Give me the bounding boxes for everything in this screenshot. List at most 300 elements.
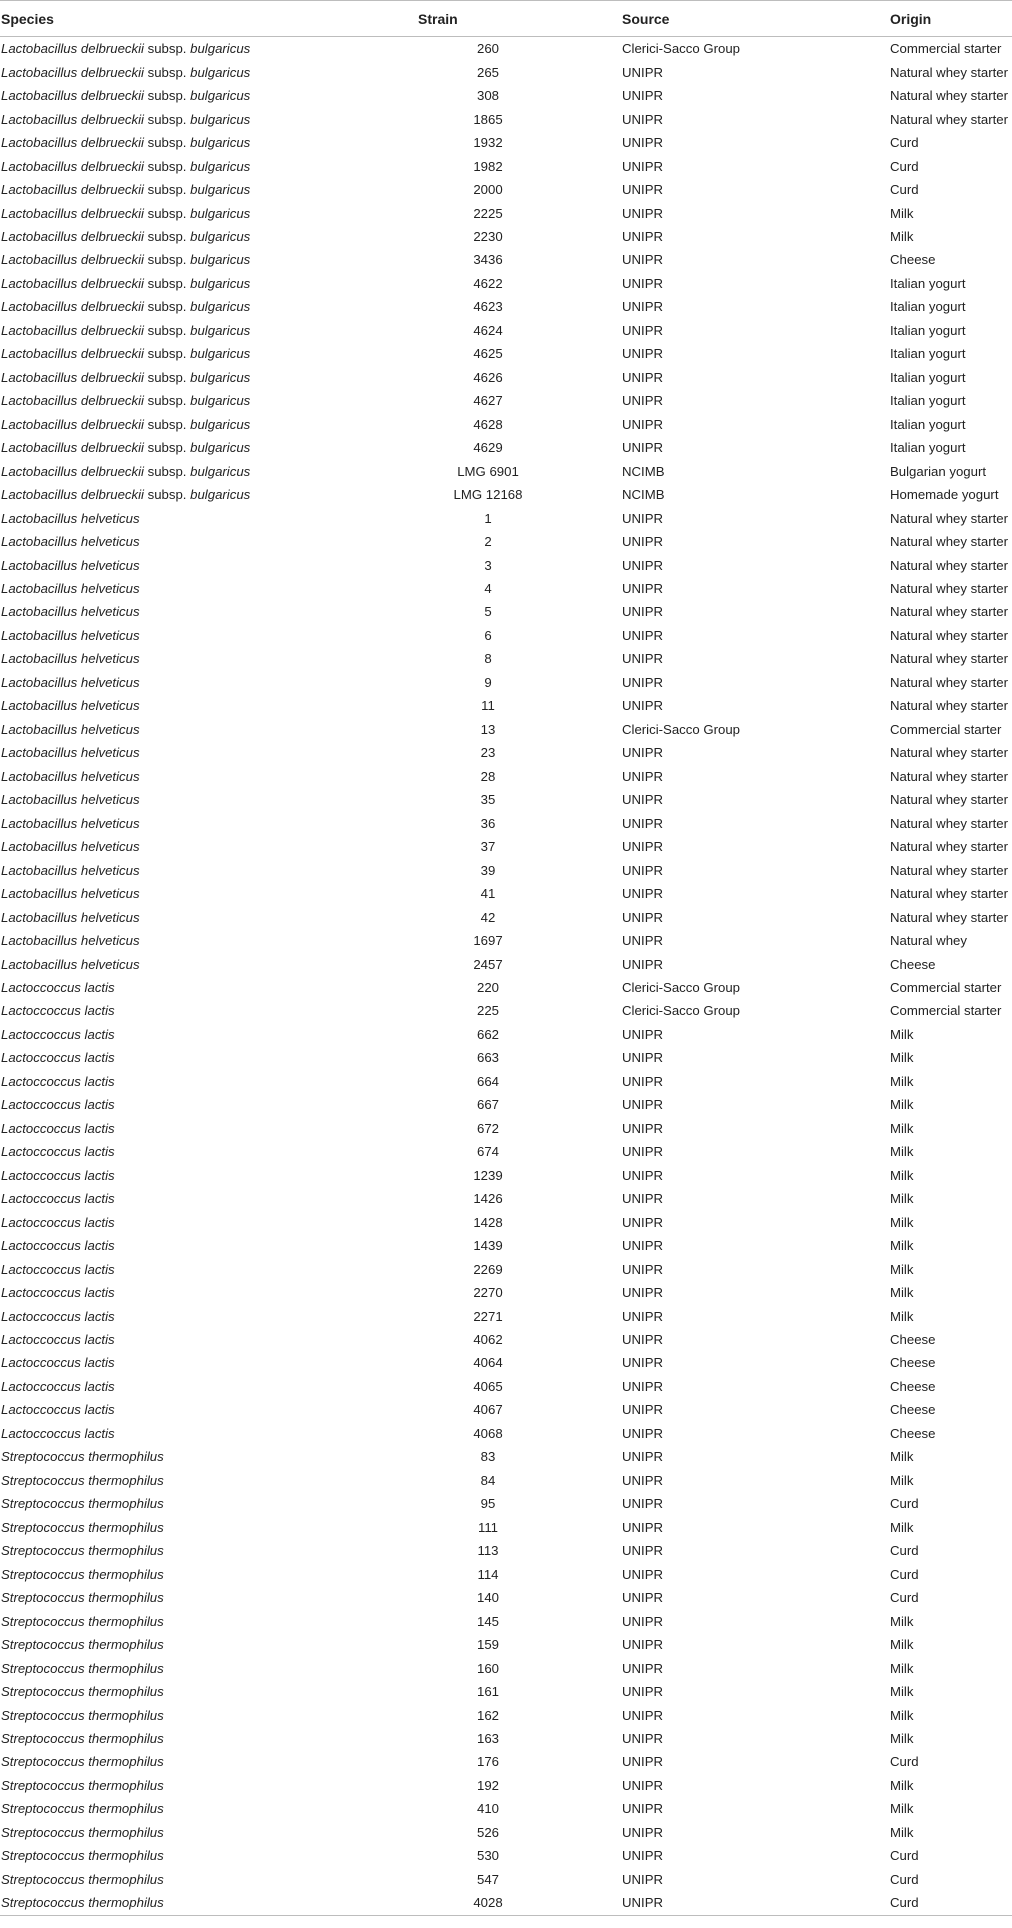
strain-cell: 663	[476, 1050, 499, 1066]
table-row	[0, 1445, 1012, 1468]
strain-cell: 5	[484, 604, 492, 620]
species-name: Lactobacillus delbrueckii	[1, 322, 144, 338]
species-name: Lactobacillus delbrueckii	[1, 228, 144, 244]
species-name: Lactoccoccus lactis	[1, 1003, 115, 1019]
origin-cell: Natural whey starter	[890, 581, 1008, 597]
strain-cell: 114	[477, 1566, 499, 1582]
table-row	[0, 1656, 1012, 1679]
table-row	[0, 1375, 1012, 1398]
subspecies-name: bulgaricus	[190, 299, 251, 315]
species-cell	[0, 1539, 414, 1562]
species-cell	[0, 272, 414, 295]
table-row	[0, 1164, 1012, 1187]
species-cell	[0, 506, 414, 529]
species-name: Lactoccoccus lactis	[1, 1425, 115, 1441]
source-cell: UNIPR	[622, 886, 664, 902]
table-row	[0, 201, 1012, 224]
origin-cell: Italian yogurt	[890, 275, 966, 291]
species-header: Species	[0, 1, 414, 37]
strain-cell: 2269	[473, 1261, 503, 1277]
subspecies-abbrev: subsp.	[143, 111, 191, 127]
species-name: Lactobacillus delbrueckii	[1, 369, 144, 385]
table-row	[0, 1046, 1012, 1069]
strain-cell: 84	[480, 1472, 496, 1488]
strain-cell: 160	[476, 1660, 499, 1676]
source-cell: UNIPR	[622, 158, 664, 174]
species-cell	[0, 882, 414, 905]
subspecies-name: bulgaricus	[190, 252, 251, 268]
subspecies-name: bulgaricus	[190, 88, 251, 104]
table-row	[0, 342, 1012, 365]
species-cell	[0, 1774, 414, 1797]
species-cell	[0, 1046, 414, 1069]
table-row	[0, 553, 1012, 576]
subspecies-name: bulgaricus	[190, 111, 251, 127]
origin-cell: Italian yogurt	[890, 299, 966, 315]
species-name: Streptococcus thermophilus	[1, 1801, 164, 1817]
table-row	[0, 929, 1012, 952]
table-row	[0, 718, 1012, 741]
species-cell	[0, 1633, 414, 1656]
source-cell: UNIPR	[622, 440, 664, 456]
subspecies-name: bulgaricus	[190, 487, 251, 503]
species-name: Lactoccoccus lactis	[1, 1332, 115, 1348]
species-name: Lactoccoccus lactis	[1, 1308, 115, 1324]
source-cell: UNIPR	[622, 745, 664, 761]
species-name: Lactoccoccus lactis	[1, 1378, 115, 1394]
species-name: Lactobacillus delbrueckii	[1, 487, 144, 503]
source-cell: UNIPR	[622, 1613, 664, 1629]
strain-cell: 4	[484, 581, 492, 597]
strain-cell: 260	[476, 41, 499, 57]
source-cell: UNIPR	[622, 1214, 664, 1230]
table-row	[0, 506, 1012, 529]
species-cell	[0, 600, 414, 623]
species-cell	[0, 1797, 414, 1820]
species-cell	[0, 131, 414, 154]
source-cell: UNIPR	[622, 205, 664, 221]
source-cell: UNIPR	[622, 534, 664, 550]
species-name: Streptococcus thermophilus	[1, 1543, 164, 1559]
species-name: Streptococcus thermophilus	[1, 1660, 164, 1676]
species-cell	[0, 1187, 414, 1210]
table-row	[0, 1328, 1012, 1351]
table-row	[0, 1727, 1012, 1750]
strain-cell: 526	[476, 1824, 499, 1840]
table-row	[0, 858, 1012, 881]
table-row	[0, 1281, 1012, 1304]
species-name: Streptococcus thermophilus	[1, 1777, 164, 1793]
source-cell: UNIPR	[622, 252, 664, 268]
species-name: Lactobacillus helveticus	[1, 792, 140, 808]
subspecies-abbrev: subsp.	[143, 135, 191, 151]
source-cell: UNIPR	[622, 182, 664, 198]
source-cell: UNIPR	[622, 1332, 664, 1348]
table-row	[0, 1680, 1012, 1703]
table-row	[0, 1023, 1012, 1046]
species-cell	[0, 37, 414, 61]
origin-cell: Homemade yogurt	[890, 487, 999, 503]
origin-cell: Cheese	[890, 1378, 936, 1394]
table-row	[0, 1398, 1012, 1421]
source-cell: UNIPR	[622, 1848, 664, 1864]
source-cell: UNIPR	[622, 1261, 664, 1277]
origin-cell: Curd	[890, 1496, 919, 1512]
strain-cell: 95	[480, 1496, 496, 1512]
table-row	[0, 835, 1012, 858]
source-cell: UNIPR	[622, 1566, 664, 1582]
strain-cell: 4068	[473, 1425, 503, 1441]
table-row	[0, 671, 1012, 694]
source-cell: UNIPR	[622, 1496, 664, 1512]
origin-cell: Natural whey starter	[890, 698, 1008, 714]
table-row	[0, 577, 1012, 600]
source-cell: UNIPR	[622, 581, 664, 597]
species-cell	[0, 577, 414, 600]
strain-cell: 672	[476, 1120, 499, 1136]
table-row	[0, 1304, 1012, 1327]
origin-cell: Cheese	[890, 1355, 936, 1371]
species-name: Lactoccoccus lactis	[1, 979, 115, 995]
strain-cell: 265	[476, 64, 499, 80]
species-cell	[0, 1398, 414, 1421]
source-cell: UNIPR	[622, 228, 664, 244]
table-row	[0, 788, 1012, 811]
species-name: Lactobacillus delbrueckii	[1, 41, 144, 57]
origin-cell: Natural whey starter	[890, 674, 1008, 690]
species-cell	[0, 952, 414, 975]
origin-cell: Milk	[890, 1519, 914, 1535]
species-name: Lactoccoccus lactis	[1, 1261, 115, 1277]
origin-cell: Milk	[890, 1050, 914, 1066]
origin-cell: Curd	[890, 135, 919, 151]
species-cell	[0, 1257, 414, 1280]
table-row	[0, 1351, 1012, 1374]
species-cell	[0, 1727, 414, 1750]
species-name: Streptococcus thermophilus	[1, 1895, 164, 1911]
origin-cell: Milk	[890, 1214, 914, 1230]
subspecies-abbrev: subsp.	[143, 205, 191, 221]
species-cell	[0, 248, 414, 271]
source-cell: UNIPR	[622, 393, 664, 409]
subspecies-name: bulgaricus	[190, 41, 251, 57]
species-name: Streptococcus thermophilus	[1, 1472, 164, 1488]
table-row	[0, 1070, 1012, 1093]
source-cell: UNIPR	[622, 557, 664, 573]
source-cell: UNIPR	[622, 299, 664, 315]
strain-cell: 83	[480, 1449, 496, 1465]
origin-cell: Cheese	[890, 956, 936, 972]
source-cell: UNIPR	[622, 369, 664, 385]
species-name: Lactobacillus helveticus	[1, 815, 140, 831]
table-row	[0, 1210, 1012, 1233]
source-cell: UNIPR	[622, 64, 664, 80]
source-cell: UNIPR	[622, 839, 664, 855]
table-row	[0, 765, 1012, 788]
species-name: Lactobacillus helveticus	[1, 886, 140, 902]
table-row	[0, 1469, 1012, 1492]
table-row	[0, 107, 1012, 130]
species-name: Lactoccoccus lactis	[1, 1191, 115, 1207]
origin-cell: Milk	[890, 1472, 914, 1488]
species-name: Lactobacillus delbrueckii	[1, 182, 144, 198]
table-row	[0, 1234, 1012, 1257]
species-name: Lactobacillus delbrueckii	[1, 463, 144, 479]
strain-cell: 1	[484, 510, 492, 526]
strain-cell: 4623	[473, 299, 503, 315]
table-row	[0, 694, 1012, 717]
table-row	[0, 84, 1012, 107]
source-cell: UNIPR	[622, 1308, 664, 1324]
table-row	[0, 1187, 1012, 1210]
species-name: Lactobacillus helveticus	[1, 839, 140, 855]
species-name: Lactobacillus delbrueckii	[1, 88, 144, 104]
strain-cell: 4627	[473, 393, 503, 409]
source-cell: UNIPR	[622, 792, 664, 808]
subspecies-abbrev: subsp.	[143, 346, 191, 362]
origin-cell: Curd	[890, 1891, 1012, 1915]
origin-cell: Natural whey starter	[890, 64, 1008, 80]
strain-cell: 1428	[473, 1214, 503, 1230]
species-name: Lactobacillus helveticus	[1, 510, 140, 526]
strain-cell: 220	[476, 979, 499, 995]
species-name: Lactobacillus helveticus	[1, 745, 140, 761]
table-row	[0, 1844, 1012, 1867]
source-cell: UNIPR	[622, 1684, 664, 1700]
species-cell	[0, 1492, 414, 1515]
origin-cell: Milk	[890, 1707, 914, 1723]
strain-header: Strain	[414, 1, 622, 37]
species-name: Lactobacillus helveticus	[1, 557, 140, 573]
source-cell: UNIPR	[622, 1402, 664, 1418]
source-cell: UNIPR	[622, 1144, 664, 1160]
strain-cell: 35	[480, 792, 496, 808]
species-cell	[0, 1656, 414, 1679]
origin-cell: Italian yogurt	[890, 440, 966, 456]
source-cell: Clerici-Sacco Group	[622, 1003, 740, 1019]
strain-cell: 4062	[473, 1332, 503, 1348]
source-cell: UNIPR	[622, 1191, 664, 1207]
source-cell: UNIPR	[622, 1472, 664, 1488]
origin-cell: Milk	[890, 1026, 914, 1042]
species-cell	[0, 788, 414, 811]
subspecies-name: bulgaricus	[190, 158, 251, 174]
species-cell	[0, 1445, 414, 1468]
table-row	[0, 60, 1012, 83]
source-cell: UNIPR	[622, 862, 664, 878]
source-cell: UNIPR	[622, 698, 664, 714]
subspecies-abbrev: subsp.	[143, 416, 191, 432]
species-name: Lactobacillus helveticus	[1, 721, 140, 737]
table-row	[0, 1868, 1012, 1891]
table-row	[0, 483, 1012, 506]
table-row	[0, 976, 1012, 999]
species-cell	[0, 1422, 414, 1445]
species-name: Streptococcus thermophilus	[1, 1754, 164, 1770]
table-row	[0, 1516, 1012, 1539]
species-cell	[0, 178, 414, 201]
species-name: Lactoccoccus lactis	[1, 1026, 115, 1042]
species-cell	[0, 1234, 414, 1257]
strain-cell: 145	[476, 1613, 499, 1629]
source-cell: UNIPR	[622, 604, 664, 620]
strain-cell: 1439	[473, 1238, 503, 1254]
source-cell: UNIPR	[622, 768, 664, 784]
species-name: Streptococcus thermophilus	[1, 1707, 164, 1723]
table-row	[0, 1093, 1012, 1116]
source-cell: UNIPR	[622, 1777, 664, 1793]
header-row	[0, 1, 1012, 37]
strain-cell: 1865	[473, 111, 503, 127]
table-row	[0, 272, 1012, 295]
strain-cell: 42	[480, 909, 496, 925]
source-cell: UNIPR	[622, 1355, 664, 1371]
strain-cell: 1239	[473, 1167, 503, 1183]
species-name: Streptococcus thermophilus	[1, 1684, 164, 1700]
strain-cell: 159	[476, 1637, 499, 1653]
source-cell: UNIPR	[622, 1073, 664, 1089]
strain-cell: 4629	[473, 440, 503, 456]
subspecies-name: bulgaricus	[190, 393, 251, 409]
strain-cell: 13	[480, 721, 496, 737]
origin-cell: Natural whey starter	[890, 839, 1008, 855]
table-row	[0, 1257, 1012, 1280]
species-name: Streptococcus thermophilus	[1, 1566, 164, 1582]
source-cell: UNIPR	[622, 933, 664, 949]
source-cell: UNIPR	[622, 1120, 664, 1136]
strain-cell: 3436	[473, 252, 503, 268]
species-cell	[0, 1703, 414, 1726]
strain-cell: LMG 6901	[457, 463, 519, 479]
source-cell: UNIPR	[622, 1097, 664, 1113]
source-cell: UNIPR	[622, 135, 664, 151]
species-cell	[0, 671, 414, 694]
source-cell: UNIPR	[622, 1167, 664, 1183]
strain-cell: 41	[480, 886, 496, 902]
origin-cell: Curd	[890, 1566, 919, 1582]
strain-cell: 192	[476, 1777, 499, 1793]
strain-cell: 162	[476, 1707, 499, 1723]
strain-cell: 39	[480, 862, 496, 878]
strain-cell: 2457	[473, 956, 503, 972]
strain-cell: 410	[476, 1801, 499, 1817]
table-row	[0, 1492, 1012, 1515]
species-name: Lactoccoccus lactis	[1, 1097, 115, 1113]
origin-cell: Natural whey starter	[890, 792, 1008, 808]
table-row	[0, 600, 1012, 623]
strain-cell: 23	[480, 745, 496, 761]
source-cell: UNIPR	[622, 1449, 664, 1465]
strain-cell: 4624	[473, 322, 503, 338]
origin-cell: Curd	[890, 1590, 919, 1606]
subspecies-abbrev: subsp.	[143, 158, 191, 174]
species-cell	[0, 929, 414, 952]
source-cell: UNIPR	[622, 909, 664, 925]
strain-cell: 37	[480, 839, 496, 855]
species-cell	[0, 1351, 414, 1374]
strain-cell: 111	[477, 1519, 499, 1535]
species-cell	[0, 154, 414, 177]
species-name: Streptococcus thermophilus	[1, 1871, 164, 1887]
origin-cell: Milk	[890, 1613, 914, 1629]
species-name: Streptococcus thermophilus	[1, 1519, 164, 1535]
table-row	[0, 37, 1012, 61]
source-cell: UNIPR	[622, 627, 664, 643]
origin-cell: Milk	[890, 205, 914, 221]
table-row	[0, 1586, 1012, 1609]
strain-cell: 4028	[414, 1891, 622, 1915]
strain-cell: 4065	[473, 1378, 503, 1394]
source-cell: UNIPR	[622, 88, 664, 104]
species-name: Lactobacillus helveticus	[1, 674, 140, 690]
table-row	[0, 530, 1012, 553]
species-name: Lactobacillus helveticus	[1, 627, 140, 643]
species-name: Lactobacillus delbrueckii	[1, 275, 144, 291]
source-cell: UNIPR	[622, 1824, 664, 1840]
source-cell: UNIPR	[622, 815, 664, 831]
source-cell: UNIPR	[622, 956, 664, 972]
table-row	[0, 905, 1012, 928]
species-name: Lactoccoccus lactis	[1, 1402, 115, 1418]
table-row	[0, 154, 1012, 177]
table-row	[0, 1797, 1012, 1820]
strain-cell: 225	[476, 1003, 499, 1019]
strain-cell: 2270	[473, 1285, 503, 1301]
source-cell: UNIPR	[622, 1378, 664, 1394]
species-cell	[0, 1516, 414, 1539]
strain-cell: 1932	[473, 135, 503, 151]
origin-cell: Milk	[890, 1777, 914, 1793]
species-name: Streptococcus thermophilus	[1, 1496, 164, 1512]
table-row	[0, 1140, 1012, 1163]
origin-cell: Bulgarian yogurt	[890, 463, 987, 479]
species-cell	[0, 553, 414, 576]
origin-cell: Curd	[890, 1871, 919, 1887]
species-cell	[0, 1750, 414, 1773]
species-cell	[0, 835, 414, 858]
strain-cell: 36	[480, 815, 496, 831]
subspecies-name: bulgaricus	[190, 228, 251, 244]
table-row	[0, 178, 1012, 201]
species-name: Lactobacillus helveticus	[1, 768, 140, 784]
species-cell	[0, 624, 414, 647]
species-name: Lactobacillus helveticus	[1, 909, 140, 925]
species-cell	[0, 858, 414, 881]
subspecies-abbrev: subsp.	[143, 182, 191, 198]
table-row	[0, 1422, 1012, 1445]
origin-cell: Natural whey starter	[890, 745, 1008, 761]
origin-cell: Milk	[890, 1261, 914, 1277]
strain-cell: 4064	[473, 1355, 503, 1371]
table-row	[0, 413, 1012, 436]
subspecies-name: bulgaricus	[190, 416, 251, 432]
strain-cell: 1982	[473, 158, 503, 174]
source-cell: Clerici-Sacco Group	[622, 979, 740, 995]
subspecies-name: bulgaricus	[190, 182, 251, 198]
strain-cell: 1697	[473, 933, 503, 949]
species-name: Lactoccoccus lactis	[1, 1214, 115, 1230]
species-name: Streptococcus thermophilus	[1, 1449, 164, 1465]
strain-cell: 530	[476, 1848, 499, 1864]
origin-cell: Natural whey starter	[890, 768, 1008, 784]
strain-cell: 2271	[473, 1308, 503, 1324]
origin-cell: Milk	[890, 1120, 914, 1136]
strain-cell: 2225	[473, 205, 503, 221]
strain-cell: 4622	[473, 275, 503, 291]
species-cell	[0, 1281, 414, 1304]
subspecies-abbrev: subsp.	[143, 228, 191, 244]
origin-cell: Italian yogurt	[890, 322, 966, 338]
